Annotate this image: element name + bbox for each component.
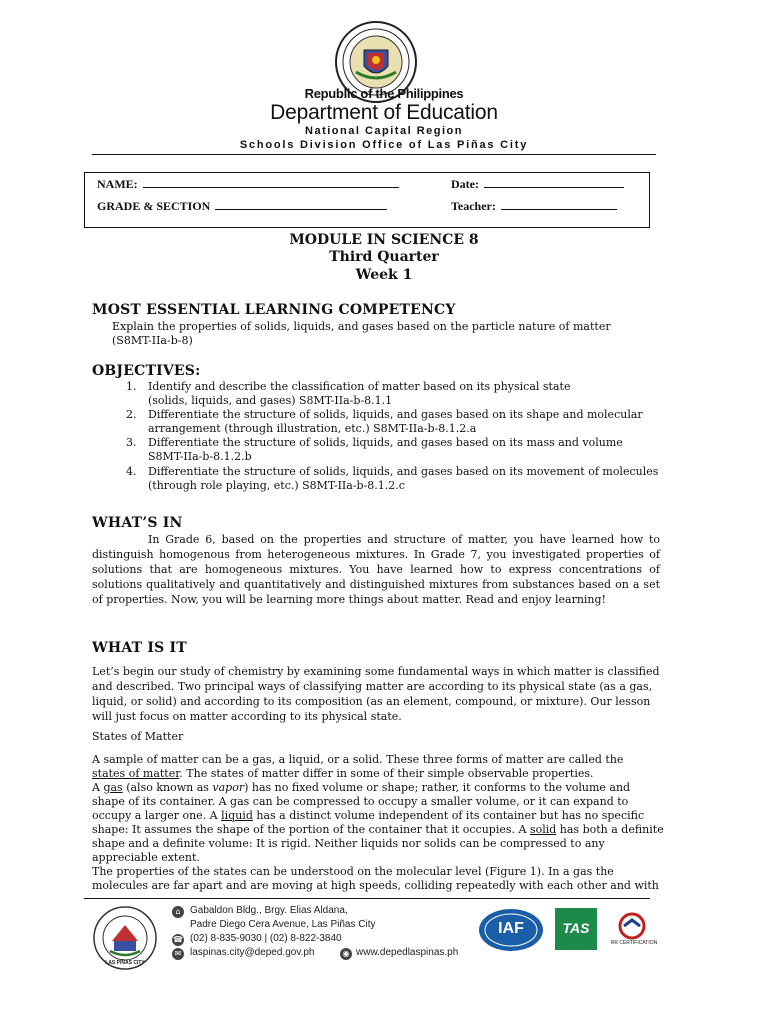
body-text: shape: It assumes the shape of the portion of the container that it occupies. A <box>92 823 530 836</box>
objective-line: Differentiate the structure of solids, liquids, and gases based on its shape and molecular <box>148 408 643 421</box>
tas-logo <box>555 908 597 950</box>
objective-item <box>128 436 668 464</box>
vapor-term: vapor <box>212 781 245 794</box>
republic-text: Republic of the Philippines <box>304 86 464 101</box>
address-line: Padre Diego Cera Avenue, Las Piñas City <box>190 919 376 930</box>
melc-heading: MOST ESSENTIAL LEARNING COMPETENCY <box>92 302 456 318</box>
liquid-term: liquid <box>221 809 253 822</box>
body-line <box>92 809 644 823</box>
grade-section-label: GRADE & SECTION <box>97 199 211 213</box>
states-of-matter-term: states of matter <box>92 767 180 780</box>
objective-number: 1. <box>126 380 137 393</box>
sdo-seal-text: LAS PIÑAS CITY <box>105 960 145 966</box>
whats-in-heading: WHAT’S IN <box>92 515 183 531</box>
objective-number: 4. <box>126 465 137 478</box>
whats-in-line: distinguish homogenous from heterogeneous mixtures. In Grade 7, you investigated properties of <box>92 548 660 561</box>
module-quarter: Third Quarter <box>329 249 439 265</box>
objective-line: Differentiate the structure of solids, liquids, and gases based on its mass and volume <box>148 436 623 449</box>
name-label: NAME: <box>97 177 138 191</box>
body-text: . The states of matter differ in some of their simple observable properties. <box>179 767 594 780</box>
whats-in-line: In Grade 6, based on the properties and structure of matter, you have learned how to <box>148 533 660 546</box>
gas-term: gas <box>103 781 123 794</box>
grade-row <box>97 199 387 214</box>
melc-text: Explain the properties of solids, liquids, and gases based on the particle nature of matter <box>112 320 611 333</box>
objective-item <box>128 380 668 408</box>
solid-term: solid <box>529 823 557 836</box>
date-label: Date: <box>451 177 479 191</box>
department-title: Department of Education <box>270 101 498 124</box>
body-text: ) has no fixed volume or shape; rather, it conforms to the volume and <box>244 781 631 794</box>
website-text: www.depedlaspinas.ph <box>356 947 459 958</box>
body-text: has both a definite <box>556 823 664 836</box>
what-is-it-heading: WHAT IS IT <box>92 640 187 656</box>
teacher-label: Teacher: <box>451 199 496 213</box>
intro-line: will just focus on matter according to its physical state. <box>92 710 402 723</box>
email-icon: ✉ <box>172 948 184 960</box>
iaf-logo <box>478 908 544 952</box>
teacher-row <box>451 199 617 214</box>
body-line: molecules are far apart and are moving at high speeds, colliding repeatedly with each other and with <box>92 879 659 892</box>
phone-icon: ☎ <box>173 935 183 944</box>
states-subheading: States of Matter <box>92 730 184 743</box>
rr-certification-logo <box>612 912 652 940</box>
body-line: A sample of matter can be a gas, a liquid, or a solid. These three forms of matter are called the <box>92 753 624 766</box>
name-row <box>97 177 399 192</box>
body-text: occupy a larger one. A <box>92 809 222 822</box>
melc-code: (S8MT-IIa-b-8) <box>112 334 193 347</box>
whats-in-line: solutions qualitatively and quantitatively and distinguished mixtures from substances based on a set <box>92 578 660 591</box>
division-text: Schools Division Office of Las Piñas City <box>239 139 529 151</box>
name-field[interactable] <box>143 177 399 188</box>
body-line <box>92 767 594 781</box>
whats-in-line: of properties. Now, you will be learning more things about matter. Read and enjoy learning! <box>92 593 606 606</box>
body-line <box>92 823 664 837</box>
objective-line: S8MT-IIa-b-8.1.2.b <box>148 450 252 463</box>
body-text: A <box>92 781 104 794</box>
body-line: shape and a definite volume: It is rigid. Neither liquids nor solids can be compressed to any <box>92 837 605 850</box>
body-line <box>92 781 630 795</box>
phone-text: (02) 8-835-9030 | (02) 8-822-3840 <box>190 933 342 944</box>
date-field[interactable] <box>484 177 624 188</box>
grade-section-field[interactable] <box>215 199 387 210</box>
tas-text: TAS <box>562 920 590 936</box>
rr-certification-text: RR CERTIFICATION <box>610 940 658 946</box>
intro-line: and described. Two principal ways of classifying matter are according to its physical state (as a gas, <box>92 680 653 693</box>
body-line: appreciable extent. <box>92 851 200 864</box>
intro-line: Let’s begin our study of chemistry by examining some fundamental ways in which matter is classified <box>92 665 660 678</box>
web-icon: ◉ <box>340 948 352 960</box>
date-row <box>451 177 624 192</box>
body-text: has a distinct volume independent of its container but has no specific <box>252 809 645 822</box>
objective-line: (solids, liquids, and gases) S8MT-IIa-b-8.1.1 <box>148 394 393 407</box>
email-text: laspinas.city@deped.gov.ph <box>190 947 315 958</box>
body-line: The properties of the states can be understood on the molecular level (Figure 1). In a gas the <box>92 865 614 878</box>
objective-item <box>128 465 668 493</box>
module-title: MODULE IN SCIENCE 8 <box>289 232 479 248</box>
objective-line: (through role playing, etc.) S8MT-IIa-b-8.1.2.c <box>148 479 405 492</box>
teacher-field[interactable] <box>501 199 617 210</box>
location-icon: ⌂ <box>172 906 184 918</box>
body-text: (also known as <box>122 781 213 794</box>
header-divider <box>92 154 656 155</box>
objective-line: Identify and describe the classification of matter based on its physical state <box>148 380 571 393</box>
region-text: National Capital Region <box>305 125 463 137</box>
student-info-box <box>84 172 650 228</box>
body-line: shape of its container. A gas can be compressed to occupy a smaller volume, or it can expand to <box>92 795 629 808</box>
footer-divider <box>84 898 650 899</box>
address-line: Gabaldon Bldg., Brgy. Elias Aldana, <box>190 905 348 916</box>
iaf-text: IAF <box>498 920 524 937</box>
objective-line: arrangement (through illustration, etc.) S8MT-IIa-b-8.1.2.a <box>148 422 477 435</box>
objective-number: 2. <box>126 408 137 421</box>
objective-line: Differentiate the structure of solids, liquids, and gases based on its movement of molecules <box>148 465 659 478</box>
whats-in-line: solutions that are homogeneous mixtures. You have learned how to express concentrations of <box>92 563 660 576</box>
objective-item <box>128 408 668 436</box>
objective-number: 3. <box>126 436 137 449</box>
objectives-heading: OBJECTIVES: <box>92 363 201 379</box>
intro-line: liquid, or solid) and according to its composition (as an element, compound, or mixture). Our lesson <box>92 695 651 708</box>
module-week: Week 1 <box>355 267 413 283</box>
